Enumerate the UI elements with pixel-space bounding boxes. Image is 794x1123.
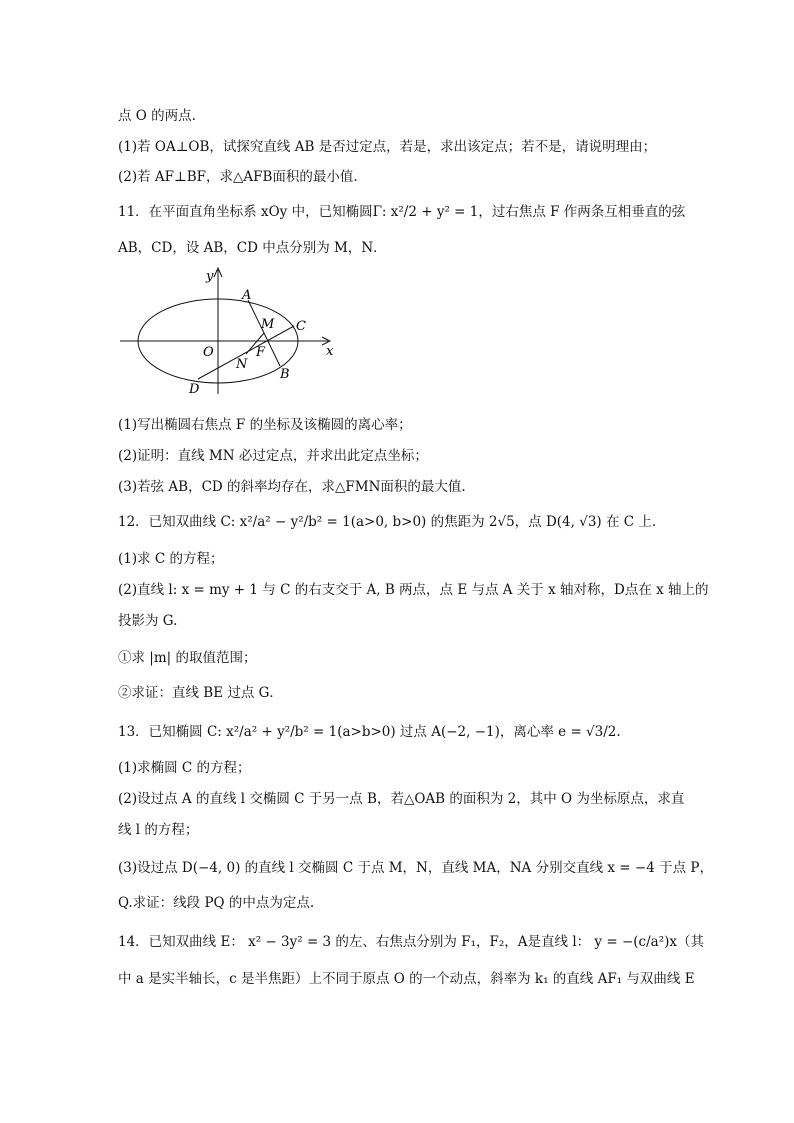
line-17: (2)设过点 A 的直线 l 交椭圆 C 于另一点 B，若△OAB 的面积为 2，其中 O 为坐标原点，求直 [118, 791, 685, 807]
line-11: (2)直线 l: x = my + 1 与 C 的右支交于 A, B 两点，点 E 与点 A 关于 x 轴对称，D点在 x 轴上的 [118, 582, 709, 598]
line-2: (1)若 OA⊥OB，试探究直线 AB 是否过定点，若是，求出该定点；若不是，请说明理由； [118, 139, 657, 155]
line-20: Q.求证：线段 PQ 的中点为定点. [118, 895, 315, 911]
line-14: ②求证：直线 BE 过点 G． [118, 685, 283, 701]
line-10: (1)求 C 的方程； [118, 551, 224, 567]
label-n: N [236, 357, 248, 372]
line-19: (3)设过点 D(−4, 0) 的直线 l 交椭圆 C 于点 M，N，直线 MA，NA 分别交直线 x = −4 于点 P， [118, 860, 713, 876]
label-a: A [242, 288, 252, 303]
label-d: D [189, 382, 200, 397]
line-12: 投影为 G. [118, 613, 178, 629]
label-y: y [206, 269, 214, 284]
line-21: 14．已知双曲线 E： x² − 3y² = 3 的左、右焦点分别为 F₁，F₂，A是直线 l： y = −(c/a²)x（其 [118, 934, 704, 950]
label-o: O [203, 345, 214, 360]
label-c: C [296, 319, 306, 334]
line-1: 点 O 的两点. [118, 108, 196, 124]
line-4: 11．在平面直角坐标系 xOy 中，已知椭圆Γ: x²/2 + y² = 1，过右焦点 F 作两条互相垂直的弦 [118, 204, 686, 220]
label-f: F [256, 345, 266, 360]
label-m: M [261, 317, 275, 332]
line-5: AB，CD，设 AB，CD 中点分别为 M，N． [118, 240, 387, 256]
line-18: 线 l 的方程； [118, 822, 199, 838]
line-13: ①求 |m| 的取值范围； [118, 650, 257, 666]
label-b: B [280, 367, 290, 382]
ellipse-diagram [118, 262, 348, 406]
line-6: (1)写出椭圆右焦点 F 的坐标及该椭圆的离心率； [118, 417, 412, 433]
line-7: (2)证明：直线 MN 必过定点，并求出此定点坐标； [118, 448, 428, 464]
label-x: x [326, 344, 334, 359]
line-16: (1)求椭圆 C 的方程； [118, 760, 251, 776]
line-3: (2)若 AF⊥BF，求△AFB面积的最小值. [118, 169, 358, 185]
line-8: (3)若弦 AB，CD 的斜率均存在，求△FMN面积的最大值. [118, 479, 466, 495]
line-22: 中 a 是实半轴长，c 是半焦距）上不同于原点 O 的一个动点，斜率为 k₁ 的直线 AF₁ 与双曲线 E [118, 971, 695, 987]
line-15: 13．已知椭圆 C: x²/a² + y²/b² = 1(a>b>0) 过点 A(−2, −1)，离心率 e = √3/2. [118, 724, 621, 740]
line-9: 12．已知双曲线 C: x²/a² − y²/b² = 1(a>0, b>0) 的焦距为 2√5，点 D(4, √3) 在 C 上. [118, 514, 657, 530]
